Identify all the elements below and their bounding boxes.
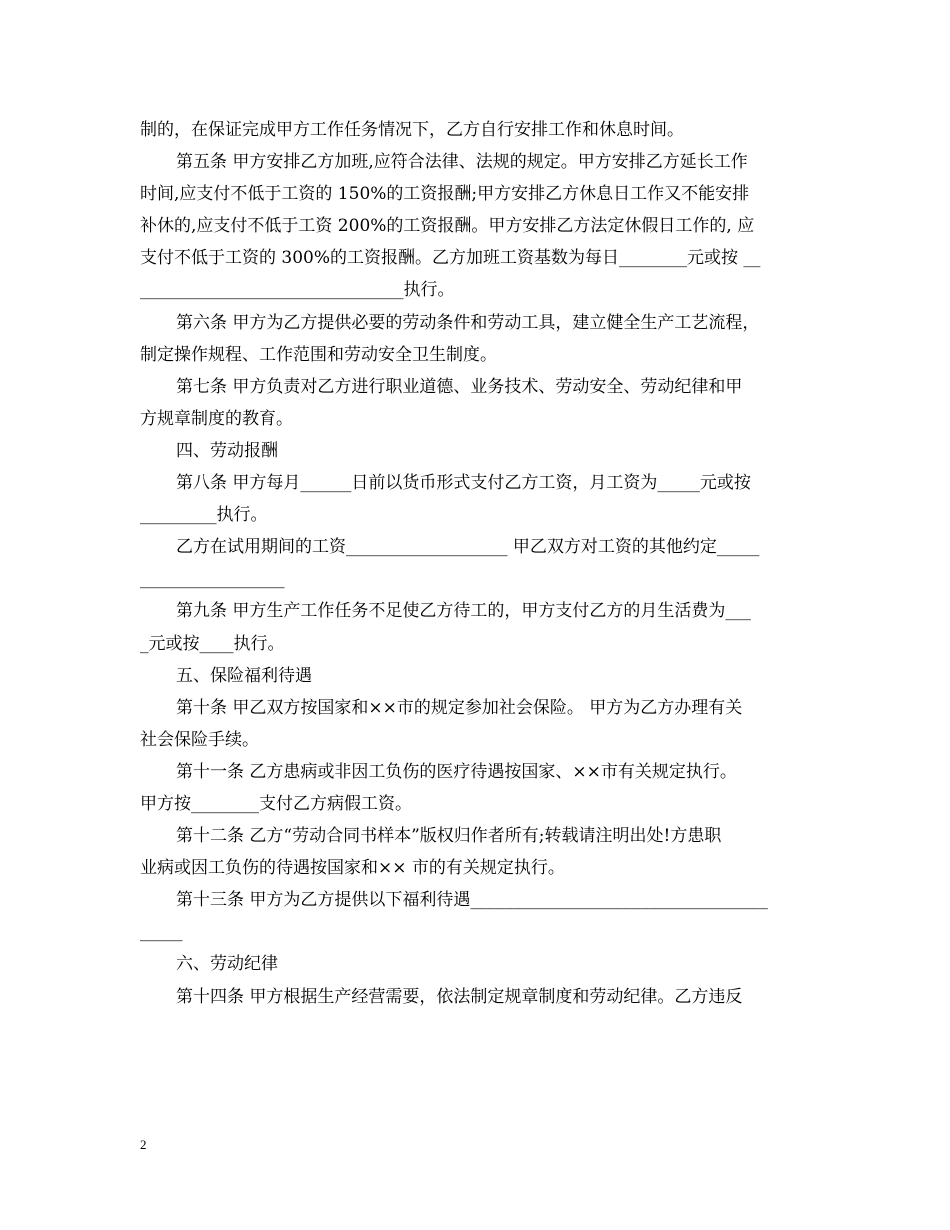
text-line: 第十三条 甲方为乙方提供以下福利待遇___________________________________ [176, 890, 768, 911]
text-line: 制定操作规程、工作范围和劳动安全卫生制度。 [140, 344, 497, 365]
text-line: _________________ [140, 569, 285, 590]
text-line: _____ [140, 922, 183, 943]
text-line: 社会保险手续。 [140, 729, 259, 750]
text-line: 第七条 甲方负责对乙方进行职业道德、业务技术、劳动安全、劳动纪律和甲 [176, 376, 743, 397]
text-line: 第六条 甲方为乙方提供必要的劳动条件和劳动工具，建立健全生产工艺流程， [176, 312, 760, 333]
text-line: _________执行。 [140, 505, 268, 526]
text-line: 第九条 甲方生产工作任务不足使乙方待工的，甲方支付乙方的月生活费为___ [176, 601, 751, 622]
text-line: 五、保险福利待遇 [176, 665, 312, 686]
text-line: 业病或因工负伤的待遇按国家和×× 市的有关规定执行。 [140, 858, 565, 879]
text-line: _元或按____执行。 [140, 633, 285, 654]
text-line: 补休的,应支付不低于工资 200%的工资报酬。甲方安排乙方法定休假日工作的, 应 [140, 216, 755, 237]
page-number: 2 [140, 1137, 147, 1152]
text-line: 第十二条 乙方“劳动合同书样本”版权归作者所有;转载请注明出处!方患职 [176, 826, 722, 847]
text-line: 四、劳动报酬 [176, 440, 278, 461]
text-line: 第十条 甲乙双方按国家和××市的规定参加社会保险。 甲方为乙方办理有关 [176, 697, 743, 718]
text-line: 第五条 甲方安排乙方加班,应符合法律、法规的规定。甲方安排乙方延长工作 [176, 152, 748, 173]
text-line: 六、劳动纪律 [176, 954, 278, 975]
text-line: 乙方在试用期间的工资___________________ 甲乙双方对工资的其他约定_____ [176, 537, 760, 558]
text-line: 方规章制度的教育。 [140, 408, 293, 429]
document-body [140, 114, 812, 1013]
text-line: _______________________________执行。 [140, 280, 455, 301]
text-line: 第八条 甲方每月______日前以货币形式支付乙方工资，月工资为_____元或按 [176, 473, 751, 494]
text-line: 甲方按________支付乙方病假工资。 [140, 793, 412, 814]
text-line: 制的，在保证完成甲方工作任务情况下，乙方自行安排工作和休息时间。 [140, 120, 684, 140]
text-line: 第十四条 甲方根据生产经营需要，依法制定规章制度和劳动纪律。乙方违反 [176, 986, 743, 1007]
text-line: 支付不低于工资的 300%的工资报酬。乙方加班工资基数为每日________元或按 __ [140, 248, 761, 269]
text-line: 时间,应支付不低于工资的 150%的工资报酬;甲方安排乙方休息日工作又不能安排 [140, 184, 750, 205]
text-line: 第十一条 乙方患病或非因工负伤的医疗待遇按国家、××市有关规定执行。 [176, 761, 737, 782]
